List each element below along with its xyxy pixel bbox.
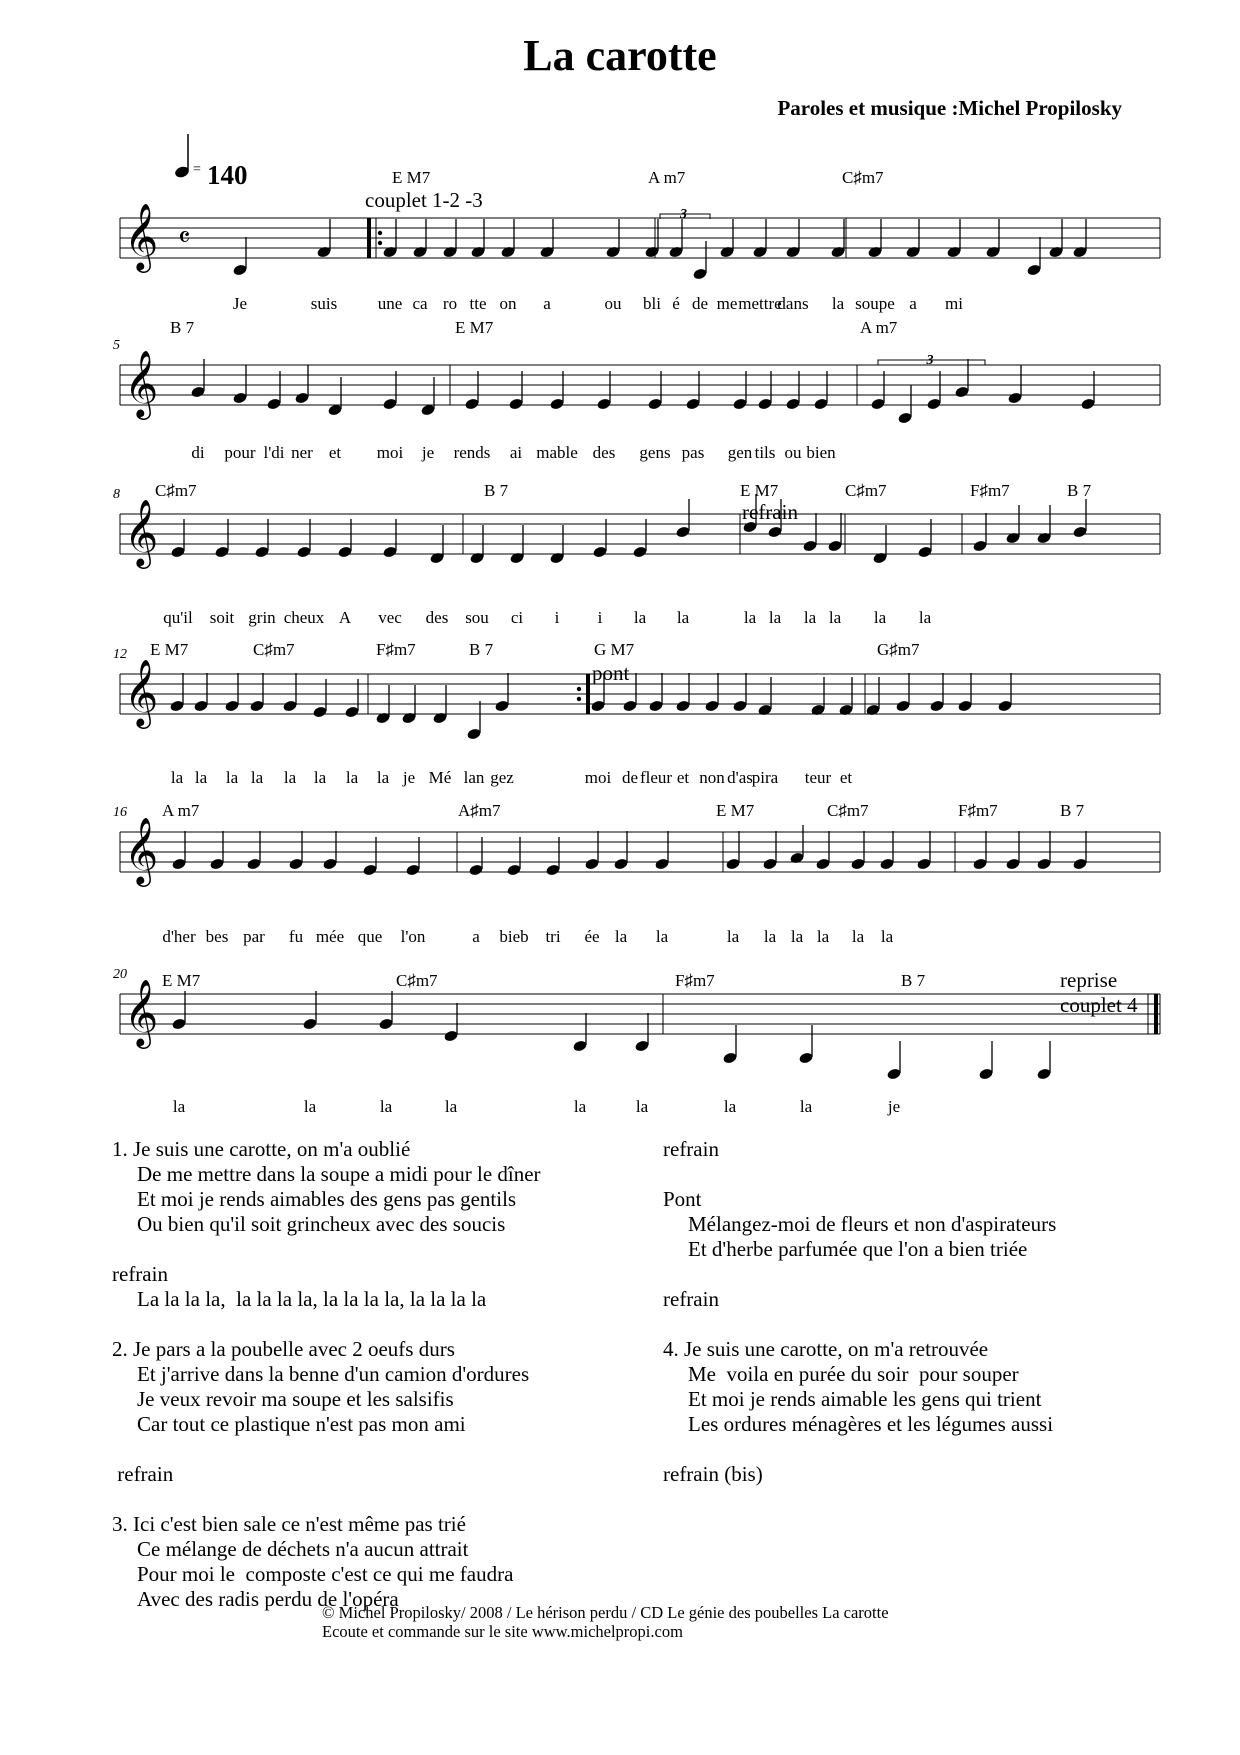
chord-symbol: F♯m7 <box>675 971 715 990</box>
lyric-syllable: lan <box>463 768 485 787</box>
lyrics-right-column <box>663 1137 1056 1512</box>
lyric-syllable: dans <box>777 294 809 313</box>
lyric-syllable: la <box>225 768 239 787</box>
lyric-syllable: la <box>170 768 184 787</box>
lyric-syllable: la <box>799 1097 813 1116</box>
lyric-syllable: soit <box>209 608 235 627</box>
block-heading: 4. Je suis une carotte, on m'a retrouvée <box>663 1337 989 1361</box>
chord-symbol: G♯m7 <box>877 640 920 659</box>
lyric-syllable: A <box>338 608 352 627</box>
lyric-syllable: la <box>790 927 804 946</box>
lyric-line: Car tout ce plastique n'est pas mon ami <box>137 1412 466 1436</box>
lyric-syllable: mée <box>315 927 345 946</box>
lyric-syllable: ci <box>510 608 524 627</box>
lyrics-block <box>663 1462 1056 1487</box>
lyric-syllable: la <box>655 927 669 946</box>
chord-symbol: E M7 <box>455 318 494 337</box>
block-heading: 1. Je suis une carotte, on m'a oublié <box>112 1137 411 1161</box>
lyric-syllable: Je <box>232 294 248 313</box>
lyric-syllable: la <box>194 768 208 787</box>
lyric-syllable: mettre <box>738 294 782 313</box>
lyric-syllable: a <box>909 294 917 313</box>
repeat-dot <box>577 687 581 691</box>
lyric-syllable: la <box>635 1097 649 1116</box>
lyric-syllable: ée <box>584 927 600 946</box>
lyric-syllable: Mé <box>428 768 452 787</box>
lyric-syllable: de <box>691 294 709 313</box>
lyric-syllable: i <box>554 608 560 627</box>
lyric-syllable: ai <box>509 443 523 462</box>
lyric-syllable: mi <box>945 294 963 313</box>
chord-symbol: B 7 <box>901 971 926 990</box>
measure-number: 5 <box>113 338 120 353</box>
lyric-syllable: pas <box>681 443 705 462</box>
section-annotation: couplet 1-2 -3 <box>365 188 483 212</box>
measure-number: 12 <box>113 647 127 662</box>
lyric-syllable: fleur <box>639 768 673 787</box>
chord-symbol: E M7 <box>392 168 431 187</box>
lyric-line: Et moi je rends aimables des gens pas gentils <box>137 1187 517 1211</box>
lyrics-block <box>112 1137 541 1237</box>
composer-credit: Paroles et musique :Michel Propilosky <box>777 96 1122 120</box>
lyric-syllable: la <box>444 1097 458 1116</box>
lyric-syllable: bieb <box>499 927 529 946</box>
chord-symbol: A♯m7 <box>458 801 501 820</box>
chord-symbol: A m7 <box>162 801 200 820</box>
chord-symbol: C♯m7 <box>845 481 887 500</box>
lyric-syllable: ou <box>784 443 802 462</box>
lyric-syllable: ou <box>604 294 622 313</box>
lyric-syllable: la <box>803 608 817 627</box>
lyrics-block <box>663 1337 1056 1437</box>
lyric-line: La la la la, la la la la, la la la la, la la la la <box>137 1287 487 1311</box>
song-title: La carotte <box>523 31 717 80</box>
chord-symbol: B 7 <box>1067 481 1092 500</box>
treble-clef-icon: 𝄞 <box>124 500 159 565</box>
chord-symbol: C♯m7 <box>827 801 869 820</box>
lyric-syllable: la <box>633 608 647 627</box>
lyric-syllable: la <box>313 768 327 787</box>
lyric-syllable: ca <box>412 294 428 313</box>
lyric-syllable: gez <box>490 768 514 787</box>
lyric-syllable: d'as <box>727 768 753 787</box>
lyrics-block <box>663 1137 1056 1162</box>
lyric-line: Et d'herbe parfumée que l'on a bien triée <box>688 1237 1028 1261</box>
lyric-syllable: des <box>592 443 616 462</box>
lyric-syllable: l'on <box>400 927 426 946</box>
treble-clef-icon: 𝄞 <box>124 351 159 416</box>
lyric-syllable: a <box>472 927 480 946</box>
section-annotation: couplet 4 <box>1060 993 1138 1017</box>
lyric-syllable: je <box>421 443 435 462</box>
repeat-dot <box>378 241 382 245</box>
lyric-syllable: a <box>543 294 551 313</box>
lyric-syllable: la <box>379 1097 393 1116</box>
lyric-syllable: une <box>377 294 403 313</box>
chord-symbol: F♯m7 <box>376 640 416 659</box>
measure-number: 20 <box>113 967 127 982</box>
lyric-line: De me mettre dans la soupe a midi pour le dîner <box>137 1162 541 1186</box>
chord-symbol: C♯m7 <box>155 481 197 500</box>
tempo-value: 140 <box>207 160 248 190</box>
lyric-line: Ou bien qu'il soit grincheux avec des soucis <box>137 1212 506 1236</box>
lyric-syllable: pira <box>751 768 779 787</box>
lyric-syllable: é <box>672 294 680 313</box>
lyric-line: Et j'arrive dans la benne d'un camion d'ordures <box>137 1362 530 1386</box>
block-heading: 3. Ici c'est bien sale ce n'est même pas trié <box>112 1512 466 1536</box>
lyric-syllable: la <box>345 768 359 787</box>
lyric-syllable: moi <box>584 768 612 787</box>
chord-symbol: A m7 <box>648 168 686 187</box>
lyric-syllable: la <box>172 1097 186 1116</box>
lyric-line: Me voila en purée du soir pour souper <box>688 1362 1019 1386</box>
lyrics-block <box>663 1187 1056 1262</box>
lyric-syllable: la <box>573 1097 587 1116</box>
chord-symbol: E M7 <box>740 481 779 500</box>
repeat-dot <box>577 697 581 701</box>
chord-symbol: E M7 <box>150 640 189 659</box>
lyric-syllable: cheux <box>283 608 325 627</box>
lyric-syllable: la <box>723 1097 737 1116</box>
tempo-equals: = <box>193 162 201 177</box>
block-heading: refrain (bis) <box>663 1462 763 1486</box>
lyric-syllable: que <box>357 927 383 946</box>
lyric-syllable: la <box>763 927 777 946</box>
lyric-syllable: des <box>425 608 449 627</box>
lyrics-block <box>112 1512 541 1612</box>
chord-symbol: C♯m7 <box>253 640 295 659</box>
lyric-syllable: la <box>250 768 264 787</box>
lyric-syllable: gens <box>639 443 671 462</box>
chord-symbol: G M7 <box>594 640 635 659</box>
chord-symbol: F♯m7 <box>958 801 998 820</box>
lyric-syllable: la <box>376 768 390 787</box>
lyric-syllable: et <box>676 768 690 787</box>
block-heading: refrain <box>112 1262 168 1286</box>
lyric-syllable: rends <box>453 443 491 462</box>
triplet-number: 3 <box>926 353 934 368</box>
chord-symbol: E M7 <box>162 971 201 990</box>
chord-symbol: C♯m7 <box>842 168 884 187</box>
website-line: Ecoute et commande sur le site www.michelpropi.com <box>322 1622 683 1641</box>
lyric-syllable: bien <box>806 443 836 462</box>
lyric-syllable: la <box>303 1097 317 1116</box>
lyric-line: Pour moi le composte c'est ce qui me faudra <box>137 1562 514 1586</box>
chord-symbol: B 7 <box>469 640 494 659</box>
lyric-syllable: la <box>816 927 830 946</box>
lyric-line: Les ordures ménagères et les légumes aussi <box>688 1412 1054 1436</box>
block-heading: Pont <box>663 1187 702 1211</box>
lyric-syllable: tte <box>469 294 487 313</box>
block-heading: refrain <box>663 1137 719 1161</box>
lyric-syllable: mable <box>536 443 578 462</box>
chord-symbol: E M7 <box>716 801 755 820</box>
lyrics-block <box>112 1262 541 1312</box>
treble-clef-icon: 𝄞 <box>124 204 159 269</box>
lyric-syllable: par <box>243 927 265 946</box>
lyric-syllable: soupe <box>855 294 895 313</box>
lyrics-block <box>663 1287 1056 1312</box>
repeat-end-thick-bar <box>586 674 590 714</box>
treble-clef-icon: 𝄞 <box>124 980 159 1045</box>
lyric-syllable: grin <box>248 608 276 627</box>
section-annotation: reprise <box>1060 968 1118 992</box>
footer <box>322 1603 889 1641</box>
repeat-dot <box>378 231 382 235</box>
common-time-signature: 𝄴 <box>178 223 191 254</box>
lyric-syllable: bli <box>643 294 661 313</box>
lyric-syllable: la <box>768 608 782 627</box>
lyric-syllable: la <box>726 927 740 946</box>
lyric-syllable: on <box>499 294 517 313</box>
chord-symbol: F♯m7 <box>970 481 1010 500</box>
lyrics-block <box>112 1462 541 1487</box>
lyric-syllable: l'di <box>263 443 285 462</box>
lyric-syllable: fu <box>288 927 304 946</box>
chord-symbol: B 7 <box>484 481 509 500</box>
lyric-syllable: et <box>839 768 853 787</box>
lyrics-left-column <box>112 1137 541 1637</box>
lyric-syllable: ro <box>442 294 458 313</box>
lyric-syllable: tri <box>545 927 561 946</box>
section-annotation: refrain <box>742 500 798 524</box>
lyric-syllable: la <box>873 608 887 627</box>
lyric-syllable: et <box>328 443 342 462</box>
lyric-syllable: la <box>743 608 757 627</box>
lyric-syllable: vec <box>378 608 402 627</box>
measure-number: 8 <box>113 487 120 502</box>
lyric-syllable: bes <box>205 927 229 946</box>
lyric-syllable: la <box>828 608 842 627</box>
lyric-line: Ce mélange de déchets n'a aucun attrait <box>137 1537 469 1561</box>
lyric-syllable: i <box>597 608 603 627</box>
lyric-syllable: de <box>621 768 639 787</box>
chord-symbol: B 7 <box>170 318 195 337</box>
block-heading: refrain <box>663 1287 719 1311</box>
lyric-line: Mélangez-moi de fleurs et non d'aspirateurs <box>688 1212 1057 1236</box>
lyric-line: Et moi je rends aimable les gens qui trient <box>688 1387 1042 1411</box>
block-heading: 2. Je pars a la poubelle avec 2 oeufs durs <box>112 1337 455 1361</box>
lyric-syllable: la <box>614 927 628 946</box>
lyric-syllable: la <box>283 768 297 787</box>
lyric-syllable: me <box>716 294 738 313</box>
treble-clef-icon: 𝄞 <box>124 660 159 725</box>
lyric-syllable: ner <box>291 443 313 462</box>
lyric-syllable: la <box>831 294 845 313</box>
measure-number: 16 <box>113 805 127 820</box>
repeat-start-thick-bar <box>367 218 371 258</box>
lyric-syllable: la <box>851 927 865 946</box>
chord-symbol: C♯m7 <box>396 971 438 990</box>
section-annotation: pont <box>592 661 630 685</box>
lyric-syllable: la <box>918 608 932 627</box>
lyrics-block <box>112 1337 541 1437</box>
lyric-syllable: moi <box>376 443 404 462</box>
lyric-syllable: tils <box>754 443 776 462</box>
block-heading: refrain <box>112 1462 174 1486</box>
lyric-syllable: suis <box>310 294 338 313</box>
lyric-syllable: je <box>887 1097 901 1116</box>
lyric-syllable: teur <box>804 768 832 787</box>
lyric-syllable: di <box>191 443 205 462</box>
chord-symbol: B 7 <box>1060 801 1085 820</box>
lyric-syllable: non <box>699 768 725 787</box>
lyric-syllable: d'her <box>162 927 196 946</box>
lyric-line: Avec des radis perdu de l'opéra <box>137 1587 399 1611</box>
lyric-syllable: la <box>676 608 690 627</box>
lyric-syllable: je <box>402 768 416 787</box>
copyright-line: © Michel Propilosky/ 2008 / Le hérison perdu / CD Le génie des poubelles La carotte <box>322 1603 889 1622</box>
lyric-syllable: sou <box>465 608 489 627</box>
lyric-syllable: pour <box>224 443 256 462</box>
final-thick-bar <box>1154 994 1158 1034</box>
treble-clef-icon: 𝄞 <box>124 818 159 883</box>
lyric-syllable: gen <box>727 443 753 462</box>
lyric-line: Je veux revoir ma soupe et les salsifis <box>137 1387 454 1411</box>
chord-symbol: A m7 <box>860 318 898 337</box>
triplet-number: 3 <box>680 207 687 222</box>
lyric-syllable: qu'il <box>163 608 193 627</box>
lyric-syllable: la <box>880 927 894 946</box>
